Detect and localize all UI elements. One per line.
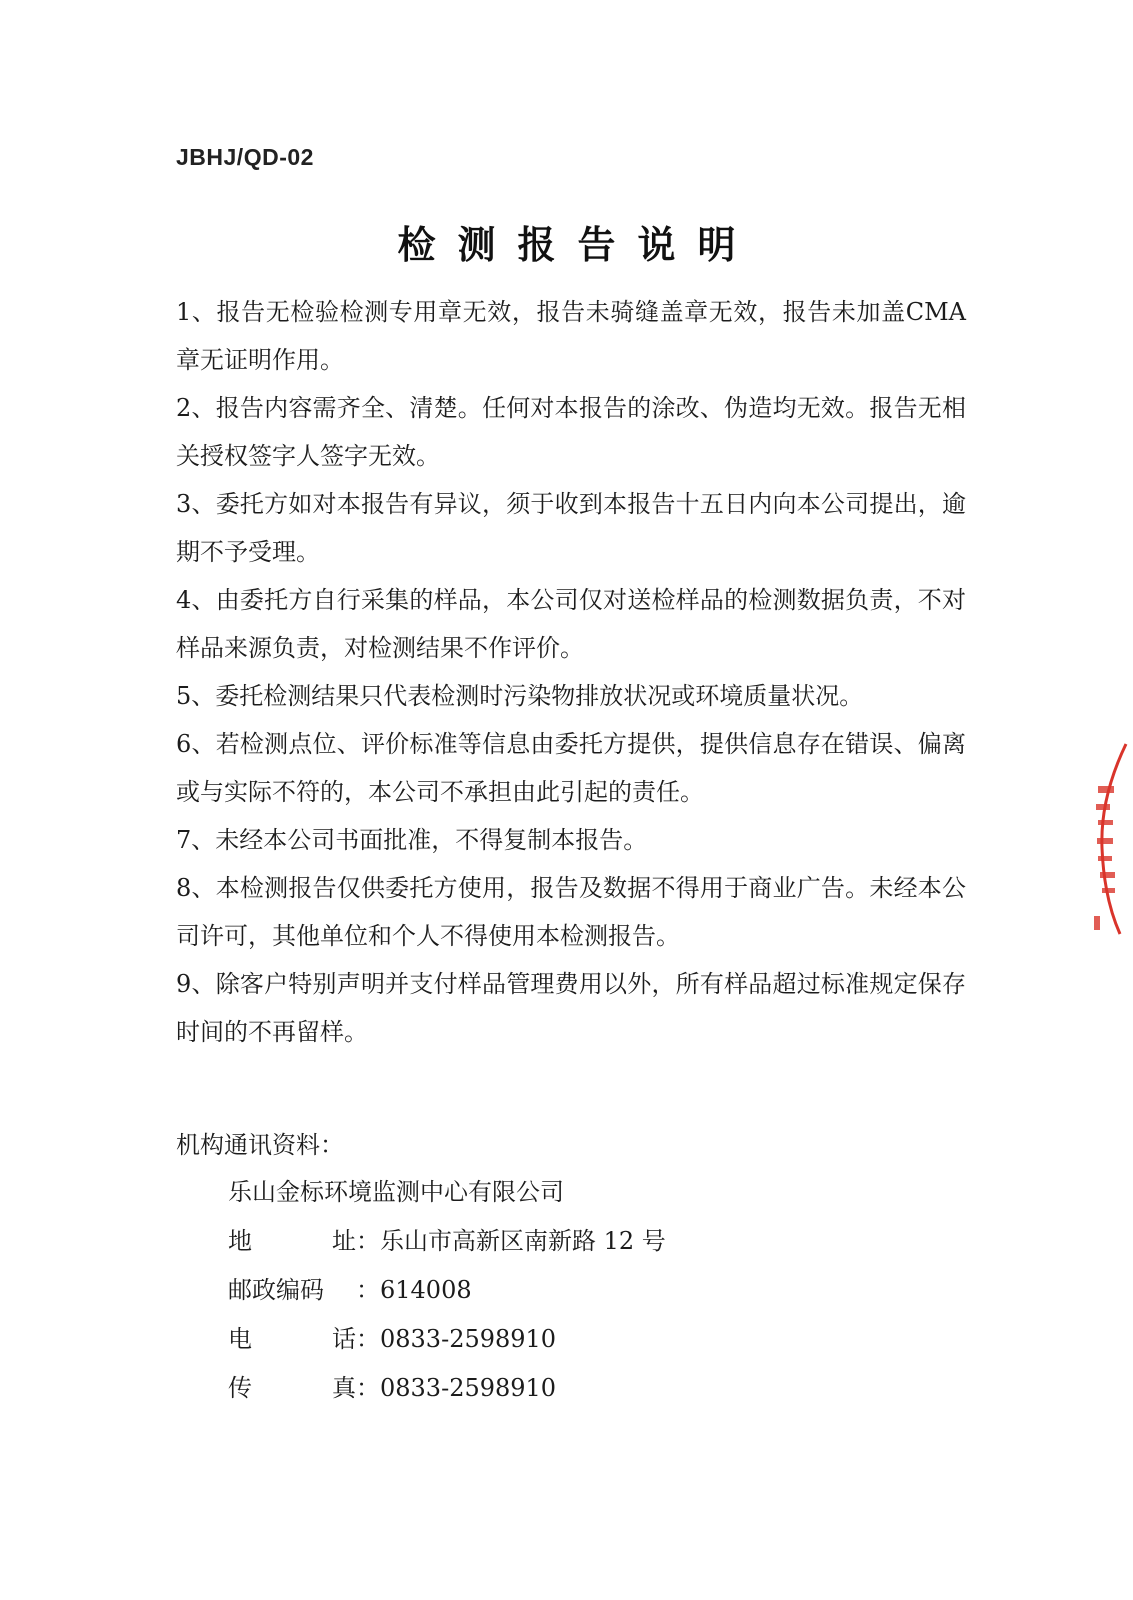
company-name: 乐山金标环境监测中心有限公司 <box>228 1178 564 1206</box>
phone-value: 0833-2598910 <box>380 1325 557 1353</box>
clause-item: 7、未经本公司书面批准，不得复制本报告。 <box>176 826 648 854</box>
clause-item: 9、除客户特别声明并支付样品管理费用以外，所有样品超过标准规定保存时间的不再留样。 <box>176 970 966 1046</box>
fax-label-char: 真 <box>332 1374 356 1402</box>
fax-label-char: 传 <box>228 1374 252 1402</box>
fax-colon: ： <box>356 1374 380 1402</box>
document-code: JBHJ/QD-02 <box>176 144 314 170</box>
clause-item: 6、若检测点位、评价标准等信息由委托方提供，提供信息存在错误、偏离或与实际不符的，本公司不承担由此引起的责任。 <box>176 730 966 806</box>
clause-item: 8、本检测报告仅供委托方使用，报告及数据不得用于商业广告。未经本公司许可，其他单位和个人不得使用本检测报告。 <box>176 874 966 950</box>
page-title: 检测报告说明 <box>397 222 758 267</box>
address-colon: ： <box>356 1227 380 1255</box>
phone-label <box>228 1319 356 1368</box>
phone-label-char: 话 <box>332 1325 356 1353</box>
contact-block <box>228 1172 828 1417</box>
address-label <box>228 1221 356 1270</box>
address-row <box>228 1221 828 1270</box>
address-label-char: 地 <box>228 1227 252 1255</box>
address-label-char: 址 <box>332 1227 356 1255</box>
contact-heading: 机构通讯资料： <box>176 1131 344 1159</box>
clause-list <box>176 288 966 1056</box>
postcode-row <box>228 1270 828 1319</box>
clause-item: 4、由委托方自行采集的样品，本公司仅对送检样品的检测数据负责，不对样品来源负责，对检测结果不作评价。 <box>176 586 966 662</box>
postcode-label: 邮政编码 <box>228 1276 324 1304</box>
fax-value: 0833-2598910 <box>380 1374 557 1402</box>
phone-row <box>228 1319 828 1368</box>
seal-stamp-icon <box>1086 738 1133 938</box>
fax-label <box>228 1368 356 1417</box>
address-value: 乐山市高新区南新路 12 号 <box>380 1227 666 1255</box>
clause-item: 3、委托方如对本报告有异议，须于收到本报告十五日内向本公司提出，逾期不予受理。 <box>176 490 966 566</box>
postcode-value: 614008 <box>380 1276 472 1304</box>
postcode-colon: ： <box>356 1276 380 1304</box>
clause-item: 5、委托检测结果只代表检测时污染物排放状况或环境质量状况。 <box>176 682 864 710</box>
clause-item: 2、报告内容需齐全、清楚。任何对本报告的涂改、伪造均无效。报告无相关授权签字人签字无效。 <box>176 394 966 470</box>
phone-label-char: 电 <box>228 1325 252 1353</box>
fax-row <box>228 1368 828 1417</box>
phone-colon: ： <box>356 1325 380 1353</box>
clause-item: 1、报告无检验检测专用章无效，报告未骑缝盖章无效，报告未加盖CMA 章无证明作用。 <box>176 298 966 374</box>
